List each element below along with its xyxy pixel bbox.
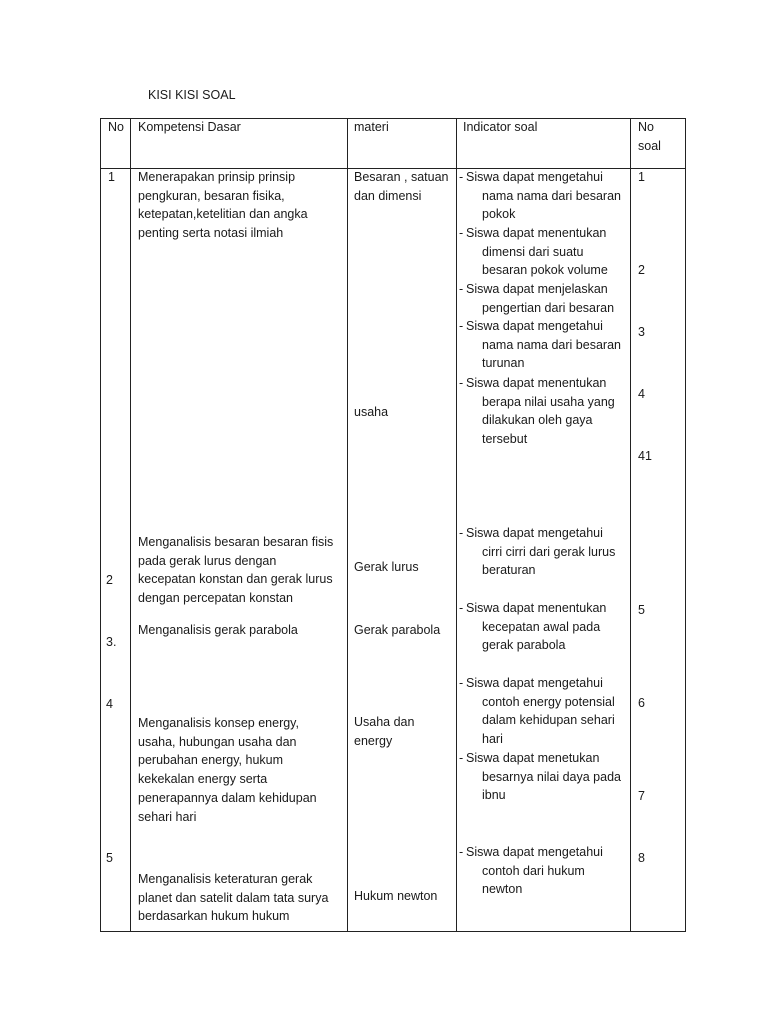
indicator-line: dimensi dari suatu xyxy=(482,244,584,259)
indicator-line: besarnya nilai daya pada xyxy=(482,769,621,784)
question-number: 6 xyxy=(638,696,645,710)
indicator-line: Siswa dapat menentukan xyxy=(466,601,607,615)
bullet-dash: - xyxy=(459,226,464,240)
kd-cell-1 xyxy=(138,168,308,243)
question-number: 41 xyxy=(638,449,652,463)
materi-line: Gerak lurus xyxy=(354,560,419,574)
document-title: KISI KISI SOAL xyxy=(148,88,236,102)
row-number: 5 xyxy=(106,851,113,865)
indicator-line: beraturan xyxy=(482,563,536,578)
indicator-line: tersebut xyxy=(482,432,528,447)
question-number: 8 xyxy=(638,851,645,865)
indicator-item xyxy=(459,749,621,805)
indicator-line: cirri cirri dari gerak lurus xyxy=(482,544,616,559)
kd-cell-3 xyxy=(138,621,298,640)
indicator-line: dalam kehidupan sehari xyxy=(482,713,615,728)
kd-line: pengkuran, besaran fisika, xyxy=(138,188,285,203)
materi-line: Usaha dan xyxy=(354,715,415,729)
column-divider xyxy=(630,118,631,932)
indicator-line: Siswa dapat mengetahui xyxy=(466,319,603,333)
indicator-line: Siswa dapat mengetahui xyxy=(466,676,603,690)
question-number: 2 xyxy=(638,263,645,277)
column-divider xyxy=(130,118,131,932)
bullet-dash: - xyxy=(459,676,464,690)
indicator-line: hari xyxy=(482,732,503,747)
materi-line: Hukum newton xyxy=(354,889,438,903)
bullet-dash: - xyxy=(459,751,464,765)
kd-cell-5 xyxy=(138,870,328,926)
materi-cell xyxy=(354,713,414,750)
indicator-line: contoh dari hukum xyxy=(482,863,585,878)
indicator-line: Siswa dapat mengetahui xyxy=(466,845,603,859)
table-border-right xyxy=(685,118,686,932)
indicator-line: ibnu xyxy=(482,788,506,803)
kd-cell-2 xyxy=(138,533,333,608)
materi-line: dan dimensi xyxy=(354,188,422,203)
header-no-soal xyxy=(638,118,661,155)
materi-cell xyxy=(354,558,419,577)
indicator-line: Siswa dapat mengetahui xyxy=(466,170,603,184)
kd-line: penting serta notasi ilmiah xyxy=(138,226,284,241)
indicator-line: pokok xyxy=(482,207,516,222)
bullet-dash: - xyxy=(459,319,464,333)
indicator-line: besaran pokok volume xyxy=(482,263,608,278)
question-number: 3 xyxy=(638,325,645,339)
bullet-dash: - xyxy=(459,376,464,390)
table-border-bottom xyxy=(100,931,686,932)
column-divider xyxy=(347,118,348,932)
kd-line: kekekalan energy serta xyxy=(138,772,268,787)
materi-cell xyxy=(354,168,449,205)
indicator-line: kecepatan awal pada xyxy=(482,619,601,634)
kd-line: Menganalisis besaran besaran fisis xyxy=(138,535,334,549)
kd-line: pada gerak lurus dengan xyxy=(138,553,277,568)
kd-line: Menganalisis keteraturan gerak xyxy=(138,872,313,886)
kd-line: penerapannya dalam kehidupan xyxy=(138,790,317,805)
header-indicator-soal: Indicator soal xyxy=(463,120,538,134)
indicator-line: pengertian dari besaran xyxy=(482,300,615,315)
materi-cell xyxy=(354,403,388,422)
indicator-item xyxy=(459,280,614,317)
indicator-line: nama nama dari besaran xyxy=(482,337,621,352)
indicator-line: berapa nilai usaha yang xyxy=(482,394,615,409)
indicator-line: turunan xyxy=(482,356,525,371)
materi-cell xyxy=(354,621,440,640)
header-no: No xyxy=(108,120,124,134)
indicator-item xyxy=(459,224,608,280)
bullet-dash: - xyxy=(459,601,464,615)
column-divider xyxy=(456,118,457,932)
indicator-item xyxy=(459,843,603,899)
indicator-line: Siswa dapat mengetahui xyxy=(466,526,603,540)
materi-cell xyxy=(354,887,437,906)
indicator-item xyxy=(459,599,606,655)
kd-line: sehari hari xyxy=(138,809,197,824)
row-number: 3. xyxy=(106,635,117,649)
indicator-line: nama nama dari besaran xyxy=(482,188,621,203)
bullet-dash: - xyxy=(459,845,464,859)
question-number: 5 xyxy=(638,603,645,617)
kd-line: dengan percepatan konstan xyxy=(138,591,293,606)
kd-line: Menerapakan prinsip prinsip xyxy=(138,170,296,184)
row-number: 2 xyxy=(106,573,113,587)
question-number: 7 xyxy=(638,789,645,803)
indicator-item xyxy=(459,317,621,373)
kd-line: planet dan satelit dalam tata surya xyxy=(138,890,329,905)
kd-line: ketepatan,ketelitian dan angka xyxy=(138,207,308,222)
header-materi: materi xyxy=(354,120,389,134)
kd-line: berdasarkan hukum hukum xyxy=(138,909,290,924)
indicator-item xyxy=(459,524,615,580)
indicator-line: Siswa dapat menetukan xyxy=(466,751,600,765)
indicator-line: Siswa dapat menjelaskan xyxy=(466,282,608,296)
row-number: 4 xyxy=(106,697,113,711)
indicator-line: Siswa dapat menentukan xyxy=(466,226,607,240)
bullet-dash: - xyxy=(459,170,464,184)
indicator-line: Siswa dapat menentukan xyxy=(466,376,607,390)
materi-line: Besaran , satuan xyxy=(354,170,449,184)
materi-line: Gerak parabola xyxy=(354,623,441,637)
question-number: 1 xyxy=(638,170,645,184)
materi-line: usaha xyxy=(354,405,389,419)
indicator-line: dilakukan oleh gaya xyxy=(482,413,593,428)
bullet-dash: - xyxy=(459,526,464,540)
header-kompetensi-dasar: Kompetensi Dasar xyxy=(138,120,241,134)
materi-line: energy xyxy=(354,733,393,748)
kd-line: Menganalisis gerak parabola xyxy=(138,623,298,637)
kd-line: perubahan energy, hukum xyxy=(138,753,284,768)
header-no-soal-line: No xyxy=(638,120,654,134)
indicator-line: contoh energy potensial xyxy=(482,694,615,709)
bullet-dash: - xyxy=(459,282,464,296)
header-no-soal-line: soal xyxy=(638,138,661,153)
kd-line: Menganalisis konsep energy, xyxy=(138,716,299,730)
table-border-left xyxy=(100,118,101,932)
row-number: 1 xyxy=(108,170,115,184)
indicator-line: gerak parabola xyxy=(482,638,566,653)
indicator-item xyxy=(459,674,615,749)
indicator-line: newton xyxy=(482,882,523,897)
kd-cell-4 xyxy=(138,714,317,826)
question-number: 4 xyxy=(638,387,645,401)
kd-line: kecepatan konstan dan gerak lurus xyxy=(138,572,333,587)
indicator-item xyxy=(459,374,615,449)
indicator-item xyxy=(459,168,621,224)
kd-line: usaha, hubungan usaha dan xyxy=(138,734,297,749)
